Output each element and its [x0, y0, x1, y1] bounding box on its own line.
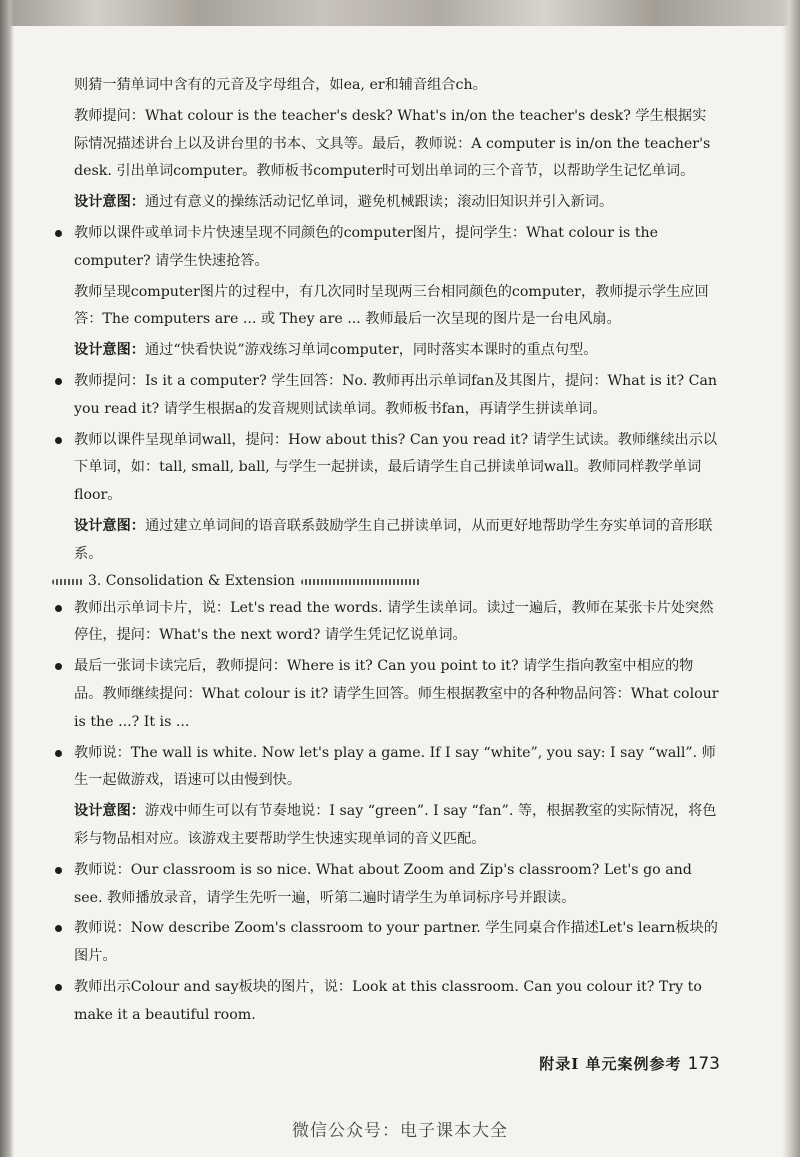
bullet-dot-icon: [55, 605, 62, 612]
bullet-dot-icon: [55, 867, 62, 874]
design-intent-paragraph: [52, 798, 720, 854]
design-intent-paragraph: [52, 513, 720, 569]
bullet-dot-icon: [55, 663, 62, 670]
page-number: 173: [687, 1054, 720, 1074]
bullet-item: [52, 368, 720, 424]
paragraph: 教师呈现computer图片的过程中，有几次同时呈现两三台相同颜色的computer，教师提示学生应回答：The computers are ... 或 They are ... 教师最后一次呈现的图片是一台电风扇。: [74, 283, 709, 328]
appendix-label: 附录Ⅰ 单元案例参考: [539, 1055, 682, 1073]
design-intent-label: 设计意图：: [74, 517, 145, 534]
bullet-item: [52, 427, 720, 510]
bullet-text: 教师以课件呈现单词wall，提问：How about this? Can you read it? 请学生试读。教师继续出示以下单词，如：tall, small, ball, 与学生一起拼读，最后请学生自己拼读单词wall。教师同样教学单词floor。: [74, 431, 718, 504]
bullet-dot-icon: [55, 378, 62, 385]
paragraph: 则猜一猜单词中含有的元音及字母组合，如ea, er和辅音组合ch。: [74, 77, 487, 93]
bullet-dot-icon: [55, 984, 62, 991]
bullet-text: 教师说：Now describe Zoom's classroom to your partner. 学生同桌合作描述Let's learn板块的图片。: [74, 920, 718, 965]
design-intent-paragraph: [52, 189, 720, 217]
design-intent-text: 通过建立单词间的语音联系鼓励学生自己拼读单词，从而更好地帮助学生夯实单词的音形联系。: [74, 517, 713, 562]
design-intent-label: 设计意图：: [74, 803, 145, 820]
design-intent-label: 设计意图：: [74, 342, 145, 359]
wavy-rule-right: [301, 579, 421, 585]
bullet-item: [52, 220, 720, 276]
bullet-dot-icon: [55, 230, 62, 237]
bullet-text: 教师提问：Is it a computer? 学生回答：No. 教师再出示单词fan及其图片，提问：What is it? Can you read it? 请学生根据a的发音规则试读单词。教师板书fan，再请学生拼读单词。: [74, 372, 718, 417]
design-intent-text: 通过“快看快说”游戏练习单词computer，同时落实本课时的重点句型。: [144, 342, 598, 359]
page-body: [52, 72, 720, 1030]
bullet-text: 教师出示单词卡片，说：Let's read the words. 请学生读单词。读过一遍后，教师在某张卡片处突然停住，提问：What's the next word? 请学生凭记忆说单词。: [74, 599, 714, 644]
page-right-edge-shadow: [782, 0, 800, 1157]
bullet-text: 教师以课件或单词卡片快速呈现不同颜色的computer图片，提问学生：What colour is the computer? 请学生快速抢答。: [74, 224, 659, 269]
design-intent-text: 通过有意义的操练活动记忆单词，避免机械跟读；滚动旧知识并引入新词。: [144, 194, 614, 211]
bullet-item: [52, 653, 720, 736]
bullet-text: 最后一张词卡读完后，教师提问：Where is it? Can you point to it? 请学生指向教室中相应的物品。教师继续提问：What colour is it? 请学生回答。师生根据教室中的各种物品问答：What colour is the ...? It is ...: [74, 658, 719, 730]
design-intent-label: 设计意图：: [74, 194, 145, 211]
section-heading-text: 3. Consolidation & Extension: [88, 572, 295, 589]
bullet-item: [52, 740, 720, 796]
bullet-dot-icon: [55, 925, 62, 932]
bullet-text: 教师说：The wall is white. Now let's play a game. If I say “white”, you say: I say “wall”. 师生一起做游戏，语速可以由慢到快。: [74, 744, 716, 789]
paragraph: 教师提问：What colour is the teacher's desk? What's in/on the teacher's desk? 学生根据实际情况描述讲台上以及讲台里的书本、文具等。最后，教师说：A computer is in/on the teacher's desk. 引出单词computer。教师板书computer时可划出单词的三个音节，以帮助学生记忆单词。: [74, 107, 711, 180]
bullet-text: 教师出示Colour and say板块的图片，说：Look at this classroom. Can you colour it? Try to make it a beautiful room.: [74, 978, 702, 1023]
page-footer: [470, 1053, 720, 1074]
bullet-dot-icon: [55, 750, 62, 757]
bullet-item: [52, 915, 720, 971]
design-intent-text: 游戏中师生可以有节奏地说：I say “green”. I say “fan”. 等，根据教室的实际情况，将色彩与物品相对应。该游戏主要帮助学生快速实现单词的音义匹配。: [74, 803, 717, 847]
page-left-edge-shadow: [0, 0, 14, 1157]
bullet-item: [52, 857, 720, 913]
bullet-item: [52, 595, 720, 651]
watermark: 微信公众号：电子课本大全: [292, 1121, 508, 1141]
design-intent-paragraph: [52, 337, 720, 365]
section-heading: [52, 569, 720, 595]
bullet-text: 教师说：Our classroom is so nice. What about Zoom and Zip's classroom? Let's go and see. 教师播放录音，请学生先听一遍，听第二遍时请学生为单词标序号并跟读。: [74, 861, 692, 906]
page-top-photo-band: [0, 0, 800, 26]
bullet-dot-icon: [55, 437, 62, 444]
bullet-item: [52, 974, 720, 1030]
wavy-rule-left: [52, 579, 84, 585]
